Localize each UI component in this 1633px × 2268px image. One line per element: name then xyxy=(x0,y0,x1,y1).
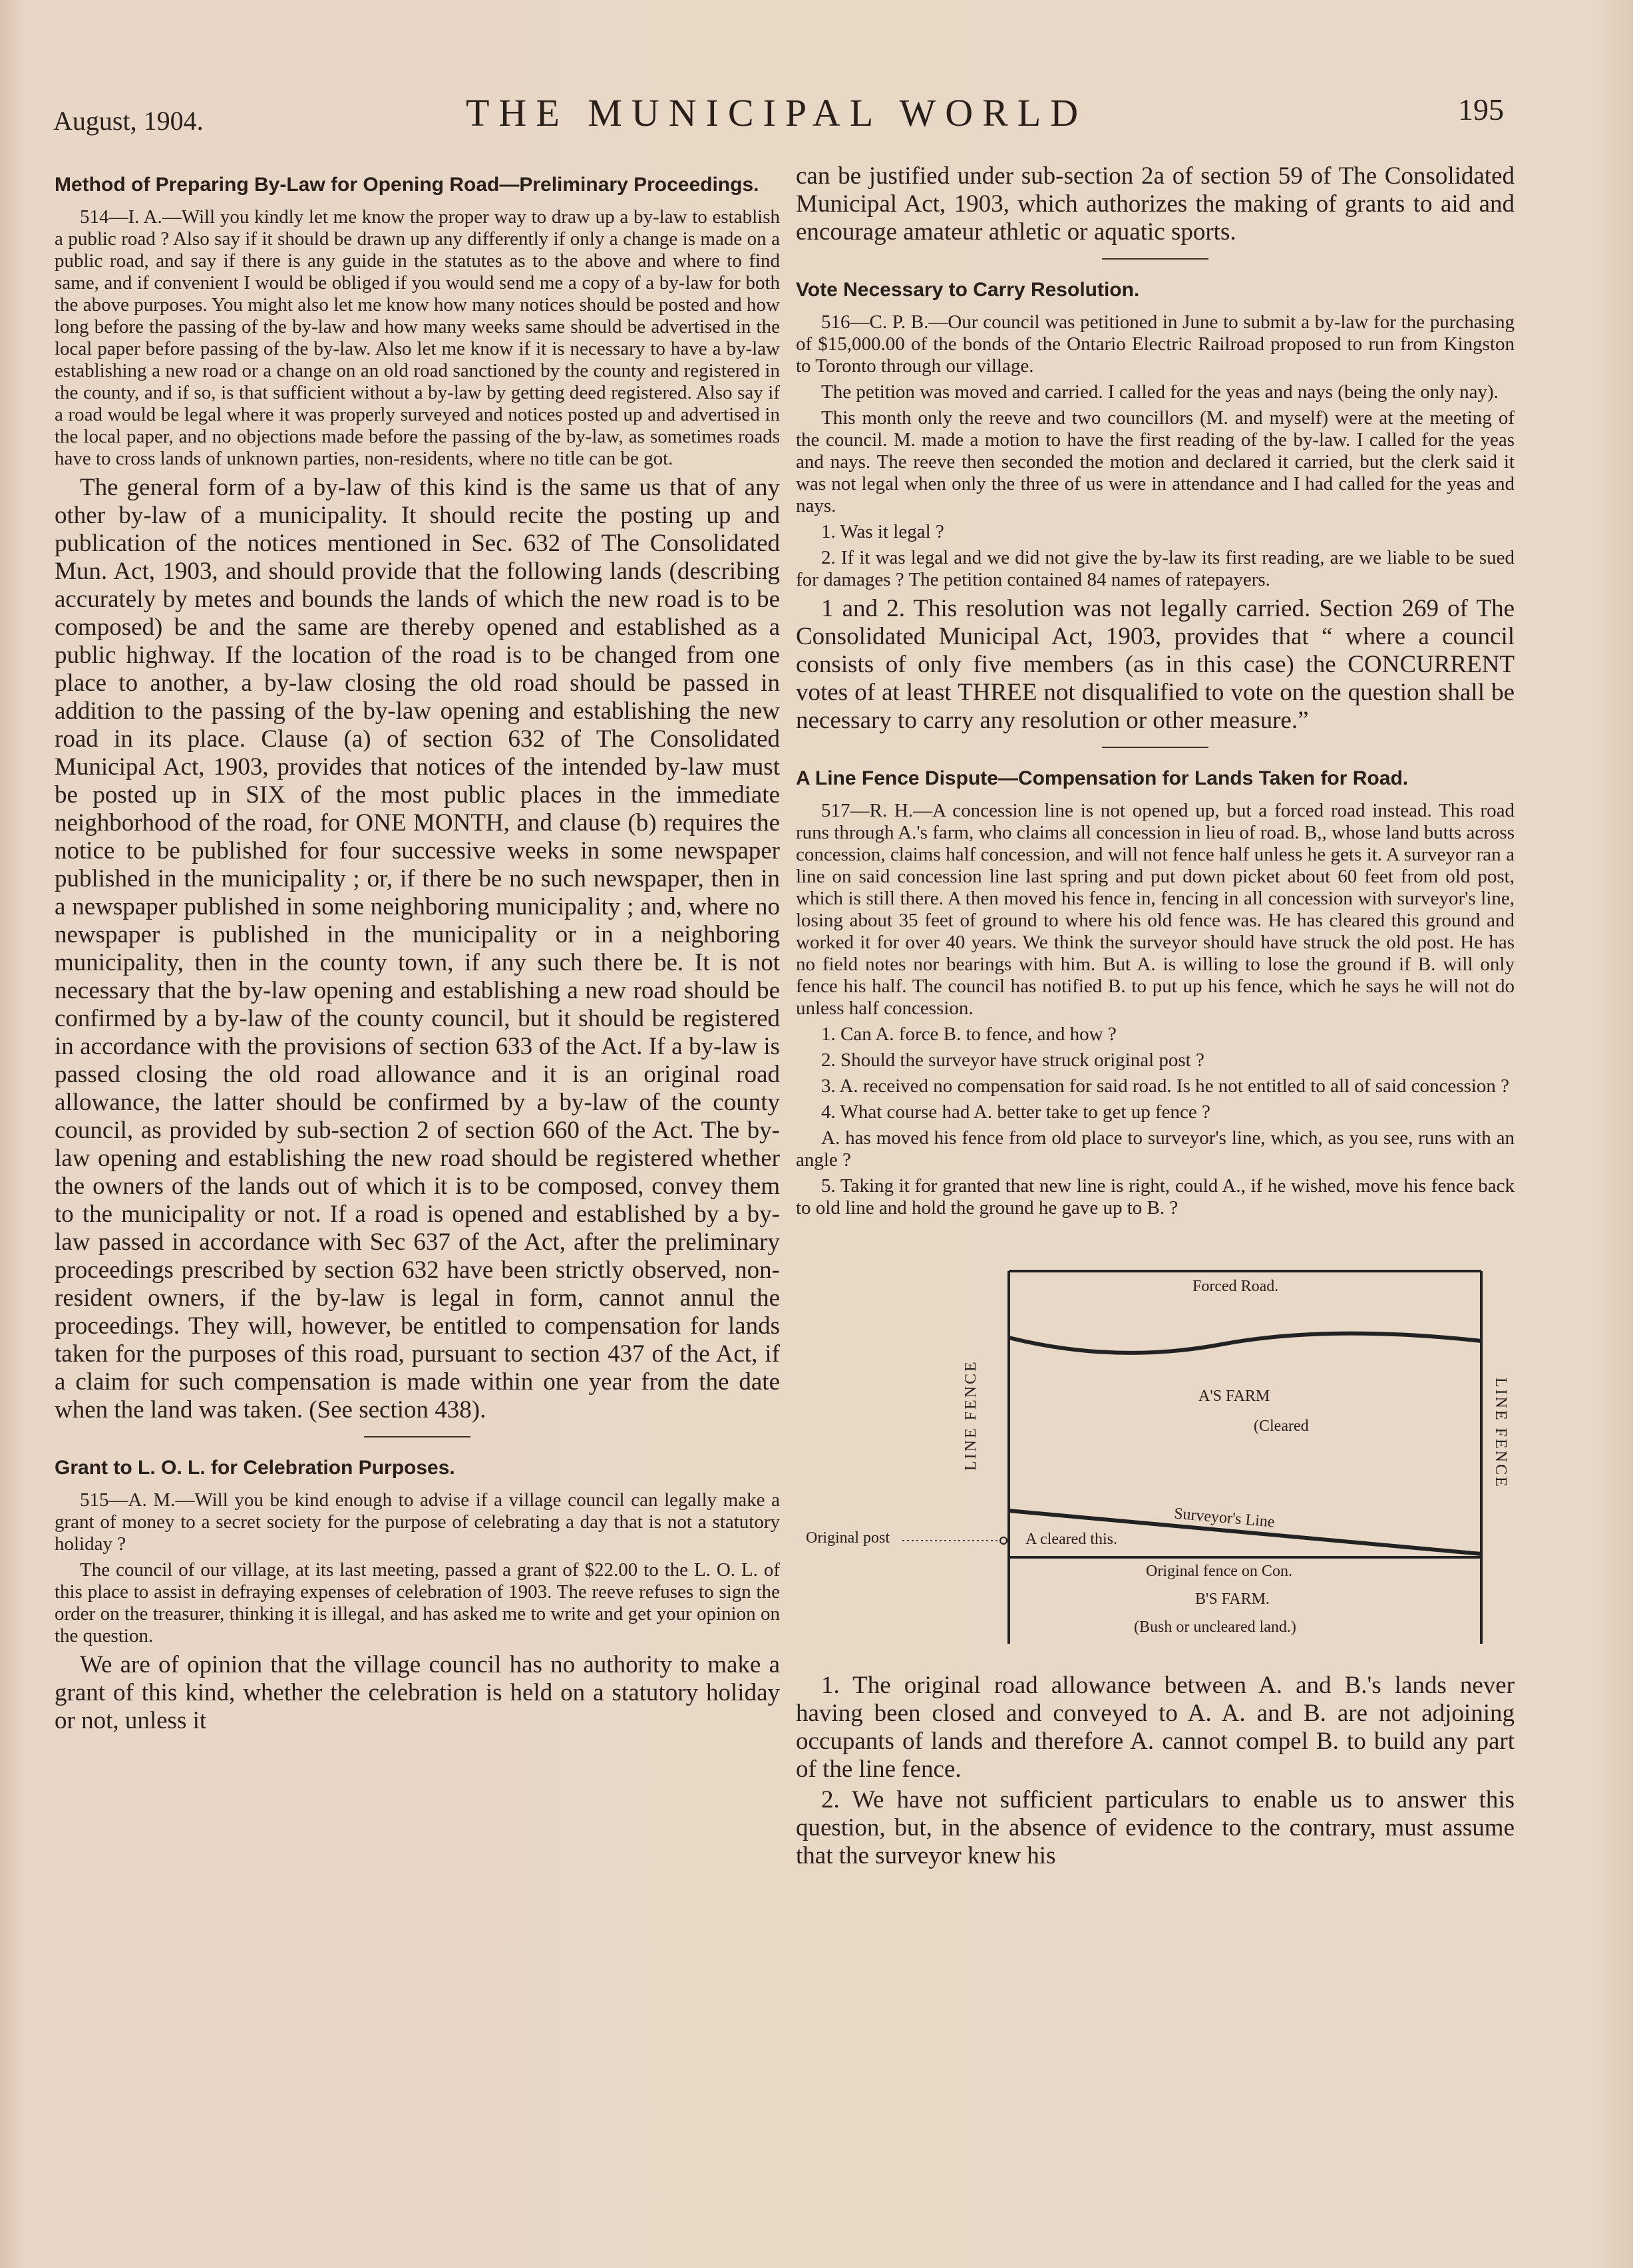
question-517-item-2: 2. Should the surveyor have struck original post ? xyxy=(821,1049,1204,1071)
answer-514: The general form of a by-law of this kind is the same us that of any other by-law of a municipality. It should recite the posting up and publication of the notices mentioned in Sec. 632 of The Consolidated Mun. Act, 1903, and should provide that the following lands (describing accurately by metes and bounds the lands of which the new road is to be composed) be and the same are thereby opened and established as a public highway. If the location of the road is to be changed from one place to another, a by-law closing the old road should be passed in addition to the passing of the by-law opening and establishing the new road in its place. Clause (a) of section 632 of The Consolidated Municipal Act, 1903, provides that notices of the intended by-law must be posted up in SIX of the most public places in the immediate neighborhood of the road, for ONE MONTH, and clause (b) requires the notice to be published for four successive weeks in some newspaper published in the municipality ; or, if there be no such newspaper, then in a newspaper published in some neighboring municipality ; and, where no newspaper is published in the municipality or in a neighboring municipality, then in the county town, if any such there be. It is not necessary that the by-law opening and establishing a new road should be confirmed by a by-law of the county council, but it should be registered in accordance with the provisions of section 633 of the Act. If a by-law is passed closing the old road allowance and it is an original road allowance, the latter should be confirmed by a by-law of the county council, as provided by sub-section 2 of section 660 of the Act. The by-law opening and establishing the new road should be registered whether the owners of the lands out of which it is to be composed, convey them to the municipality or not. If a road is opened and established by a by-law passed in accordance with Sec 637 of the Act, after the preliminary proceedings prescribed by section 632 have been strictly observed, non-resident owners, if the by-law is legal in form, cannot annul the proceedings. They will, however, be entitled to compensation for lands taken for the purposes of this road, pursuant to section 437 of the Act, if a claim for such compensation is made within one year from the date when the land was taken. (See section 438). xyxy=(55,474,780,1423)
original-fence-label: Original fence on Con. xyxy=(1146,1563,1292,1580)
question-517-item-1: 1. Can A. force B. to fence, and how ? xyxy=(821,1024,1117,1045)
question-517-item-3: 3. A. received no compensation for said road. Is he not entitled to all of said concession ? xyxy=(821,1075,1510,1097)
section-heading-517: A Line Fence Dispute—Compensation for Lands Taken for Road. xyxy=(796,767,1409,789)
right-column xyxy=(796,160,1515,1873)
answer-515-continued: can be justified under sub-section 2a of section 59 of The Consolidated Municipal Act, 1903, which authorizes the making of grants to aid and encourage amateur athletic or aquatic sports. xyxy=(796,162,1515,246)
answer-517-2: 2. We have not sufficient particulars to enable us to answer this question, but, in the absence of evidence to the contrary, must assume that the surveyor knew his xyxy=(796,1786,1515,1869)
divider xyxy=(364,1436,470,1437)
page-number: 195 xyxy=(1458,93,1504,126)
diagram-lines xyxy=(796,1231,1515,1657)
answer-515: We are of opinion that the village council has no authority to make a grant of this kind, whether the celebration is held on a statutory holiday or not, unless it xyxy=(55,1651,780,1734)
question-516: 516—C. P. B.—Our council was petitioned in June to submit a by-law for the purchasing of $15,000.00 of the bonds of the Ontario Electric Railroad proposed to run from Kingston to Toronto through our village. xyxy=(796,311,1515,377)
question-516-petition: The petition was moved and carried. I called for the yeas and nays (being the only nay). xyxy=(821,381,1499,403)
original-post-marker xyxy=(1000,1537,1007,1544)
line-fence-diagram xyxy=(796,1231,1515,1657)
line-fence-right-label: LINE FENCE xyxy=(1492,1378,1509,1489)
divider xyxy=(1102,258,1208,260)
question-516-item-2: 2. If it was legal and we did not give the by-law its first reading, are we liable to be sued for damages ? The petition contained 84 names of ratepayers. xyxy=(796,547,1515,590)
line-fence-left-label: LINE FENCE xyxy=(962,1360,980,1471)
surveyor-line-label: Surveyor's Line xyxy=(1173,1505,1276,1531)
issue-date: August, 1904. xyxy=(53,106,204,136)
section-heading-516: Vote Necessary to Carry Resolution. xyxy=(796,279,1140,301)
answer-517-1: 1. The original road allowance between A. and B.'s lands never having been closed and conveyed to A. A. and B. are not adjoining occupants of lands and therefore A. cannot compel B. to build any part of the line fence. xyxy=(796,1672,1515,1783)
bush-label: (Bush or uncleared land.) xyxy=(1134,1618,1296,1636)
question-514: 514—I. A.—Will you kindly let me know the proper way to draw up a by-law to establish a public road ? Also say if it should be drawn up any differently if only a change is made on a public road, and say if there is any guide in the statutes as to the above and where to find same, and if convenient I would be obliged if you would send me a copy of a by-law for both the above purposes. You might also let me know how many notices should be posted and how long before the passing of the by-law and how many weeks same should be advertised in the local paper before passing of the by-law. Also let me know if it is necessary to have a by-law establishing a new road or a change on an old road sanctioned by the county and registered in the county, and if so, is that sufficient without a by-law by getting deed registered. Also say if a road would be legal where it was properly surveyed and notices posted up and advertised in the local paper, and no objections made before the passing of the by-law, as sometimes roads have to cross lands of unknown parties, non-residents, where no title can be got. xyxy=(55,206,780,469)
forced-road-label: Forced Road. xyxy=(1192,1278,1279,1295)
question-517-item-5: 5. Taking it for granted that new line is right, could A., if he wished, move his fence back to old line and hold the ground he gave up to B. ? xyxy=(796,1175,1515,1219)
section-heading-515: Grant to L. O. L. for Celebration Purposes. xyxy=(55,1457,455,1479)
section-heading-514: Method of Preparing By-Law for Opening Road—Preliminary Proceedings. xyxy=(55,174,759,196)
forced-road-curve xyxy=(1009,1334,1481,1353)
question-516-item-1: 1. Was it legal ? xyxy=(821,521,944,542)
question-517: 517—R. H.—A concession line is not opened up, but a forced road instead. This road runs through A.'s farm, who claims all concession in lieu of road. B,, whose land butts across concession, claims half concession, and will not fence half unless he gets it. A surveyor ran a line on said concession line last spring and put down picket about 60 feet from old post, which is still there. A then moved his fence in, fencing in all concession with surveyor's line, losing about 35 feet of ground to where his old fence was. He has cleared this ground and worked it for over 40 years. We think the surveyor should have struck the old post. He has no field notes nor bearings with him. But A. is willing to lose the ground if B. will only fence his half. The council has notified B. to put up his fence, which he says he will not do unless half concession. xyxy=(796,800,1515,1019)
bs-farm-label: B'S FARM. xyxy=(1195,1591,1270,1608)
a-cleared-label: A cleared this. xyxy=(1025,1531,1117,1548)
question-517-item-4-note: A. has moved his fence from old place to surveyor's line, which, as you see, runs with an angle ? xyxy=(796,1127,1515,1171)
question-515: 515—A. M.—Will you be kind enough to advise if a village council can legally make a grant of money to a secret society for the purpose of celebrating a day that is not a statutory holiday ? xyxy=(55,1489,780,1555)
answer-516: 1 and 2. This resolution was not legally carried. Section 269 of The Consolidated Municipal Act, 1903, provides that “ where a council consists of only five members (as in this case) the CONCURRENT votes of at least THREE not disqualified to vote on the question shall be necessary to carry any resolution or other measure.” xyxy=(796,595,1515,734)
publication-title: THE MUNICIPAL WORLD xyxy=(466,91,1088,134)
as-farm-label: A'S FARM xyxy=(1198,1388,1270,1405)
original-post-label: Original post xyxy=(806,1529,890,1547)
question-517-item-4: 4. What course had A. better take to get up fence ? xyxy=(821,1101,1210,1123)
cleared-label: (Cleared xyxy=(1254,1418,1309,1435)
question-515-detail: The council of our village, at its last meeting, passed a grant of $22.00 to the L. O. L. of this place to assist in defraying expenses of celebration of 1903. The reeve refuses to sign the order on the treasurer, thinking it is illegal, and has asked me to write and get your opinion on the question. xyxy=(55,1559,780,1646)
left-column xyxy=(55,160,780,1738)
divider xyxy=(1102,747,1208,748)
question-516-meeting: This month only the reeve and two councillors (M. and myself) were at the meeting of the council. M. made a motion to have the first reading of the by-law. I called for the yeas and nays. The reeve then seconded the motion and declared it carried, but the clerk said it was not legal when only the three of us were in attendance and I had called for the yeas and nays. xyxy=(796,407,1515,516)
page-header xyxy=(53,85,1504,138)
